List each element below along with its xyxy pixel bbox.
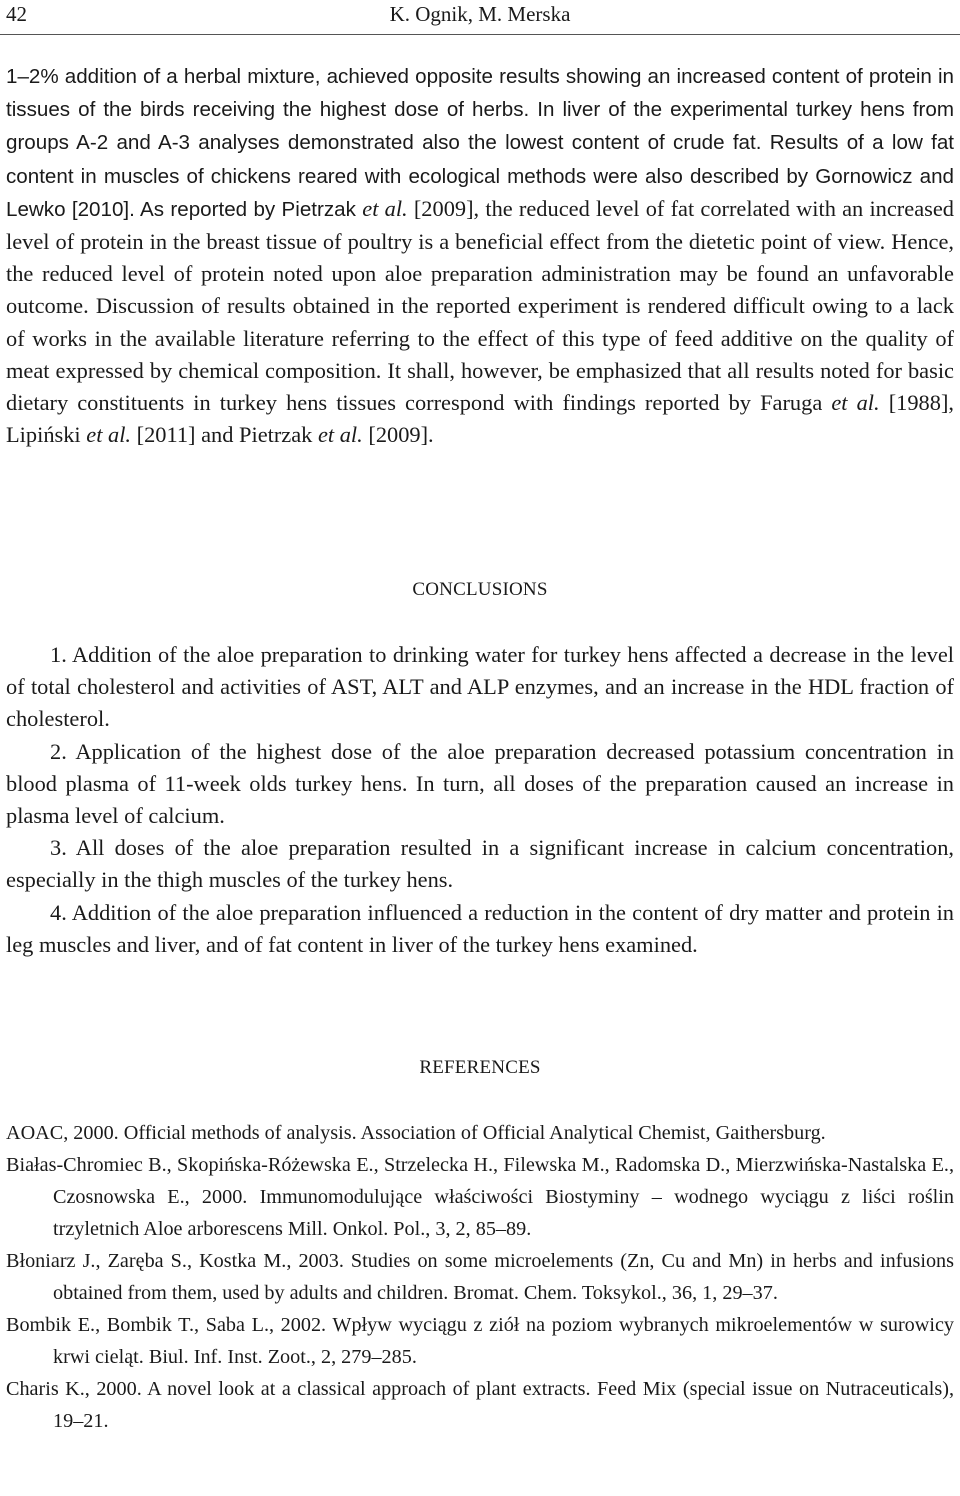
- paragraph-text-b: [2009], the reduced level of fat correlated with an increased level of protein in the breast tissue of poultry is a beneficial effect from the dietetic point of view. Hence, the reduced level of protein noted upon aloe preparation administration may be found an unfavorable outcome.: [6, 195, 954, 319]
- paragraph-text-a: 1–2% addition of a herbal mixture, achieved opposite results showing an increased content of protein in tissues of the birds receiving the highest dose of herbs. In liver of the experimental turkey hens from groups A-2 and A-3 analyses demonstrated also the lowest content of crude fat. Results of a low fat content in muscles of chickens reared with ecological methods were also described by Gornowicz and Lewko [2010]. As reported by Pietrzak: [6, 65, 954, 221]
- references-heading: REFERENCES: [419, 1057, 541, 1078]
- conclusions-list: [6, 639, 954, 961]
- references-list: [6, 1117, 954, 1437]
- paragraph-text-e: [2011] and Pietrzak: [131, 422, 318, 448]
- conclusion-item: 1. Addition of the aloe preparation to drinking water for turkey hens affected a decrease in the level of total cholesterol and activities of AST, ALT and ALP enzymes, and an increase in the HDL fraction of cholesterol.: [6, 642, 954, 732]
- paragraph-text-f: [2009].: [362, 422, 434, 448]
- et-al: et al.: [317, 422, 363, 448]
- body-paragraph: [6, 60, 954, 451]
- conclusion-item: 3. All doses of the aloe preparation resulted in a significant increase in calcium concentration, especially in the thigh muscles of the turkey hens.: [6, 835, 954, 893]
- et-al: et al.: [831, 390, 880, 416]
- running-head: K. Ognik, M. Merska: [389, 2, 571, 26]
- reference-item: Białas-Chromiec B., Skopińska-Różewska E., Strzelecka H., Filewska M., Radomska D., Mierzwińska-Nastalska E., Czosnowska E., 2000. Immunomodulujące właściwości Biostyminy – wodnego wyciągu z liści roślin trzyletnich Aloe arborescens Mill. Onkol. Pol., 3, 2, 85–89.: [6, 1154, 954, 1240]
- paragraph-text-d: [1988], Lipiński: [6, 390, 954, 448]
- reference-item: AOAC, 2000. Official methods of analysis. Association of Official Analytical Chemist, Gaithersburg.: [6, 1122, 826, 1144]
- conclusions-heading: CONCLUSIONS: [412, 579, 548, 600]
- paragraph-text-c: Discussion of results obtained in the reported experiment is rendered difficult owing to a lack of works in the available literature referring to the effect of this type of feed additive on the quality of meat expressed by chemical composition. It shall, however, be emphasized that all results noted for basic dietary constituents in turkey hens tissues correspond with findings reported by Faruga: [6, 293, 954, 416]
- reference-item: Błoniarz J., Zaręba S., Kostka M., 2003. Studies on some microelements (Zn, Cu and Mn) in herbs and infusions obtained from them, used by adults and children. Bromat. Chem. Toksykol., 36, 1, 29–37.: [6, 1250, 954, 1304]
- conclusion-item: 2. Application of the highest dose of the aloe preparation decreased potassium concentration in blood plasma of 11-week olds turkey hens. In turn, all doses of the preparation caused an increase in plasma level of calcium.: [6, 738, 954, 829]
- page-number: 42: [6, 2, 27, 26]
- et-al: et al.: [362, 195, 408, 221]
- et-al: et al.: [86, 422, 132, 448]
- reference-item: Charis K., 2000. A novel look at a classical approach of plant extracts. Feed Mix (special issue on Nutraceuticals), 19–21.: [6, 1378, 954, 1432]
- reference-item: Bombik E., Bombik T., Saba L., 2002. Wpływ wyciągu z ziół na poziom wybranych mikroelementów w surowicy krwi cieląt. Biul. Inf. Inst. Zoot., 2, 279–285.: [6, 1314, 954, 1368]
- page-header: [0, 0, 960, 35]
- conclusion-item: 4. Addition of the aloe preparation influenced a reduction in the content of dry matter and protein in leg muscles and liver, and of fat content in liver of the turkey hens examined.: [6, 899, 954, 957]
